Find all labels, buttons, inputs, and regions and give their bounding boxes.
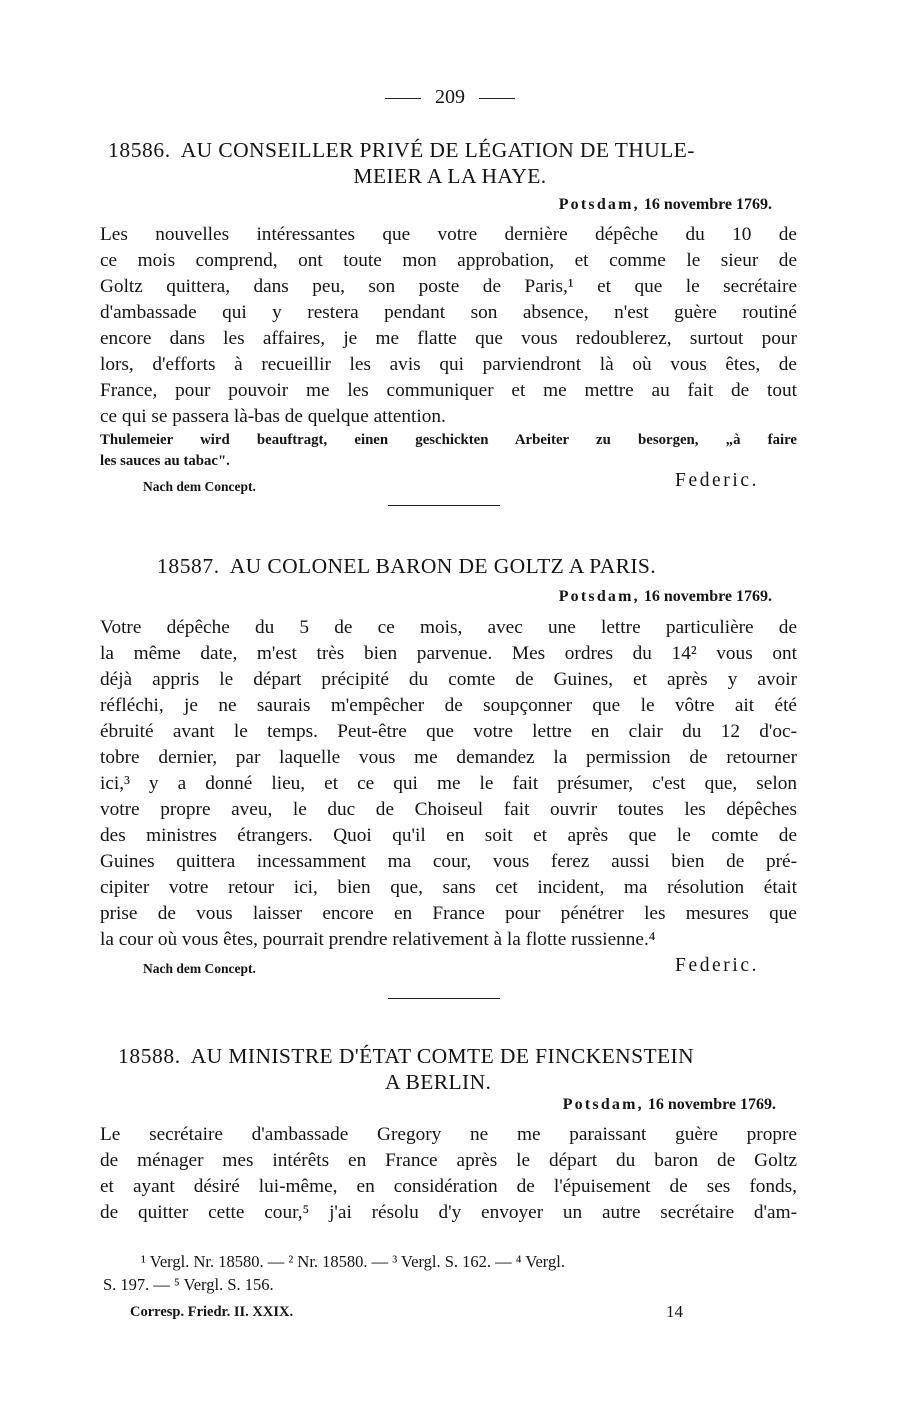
letter-heading bbox=[108, 138, 695, 163]
body-line: ébruité avant le temps. Peut-être que votre lettre en clair du 12 d'oc- bbox=[100, 721, 797, 742]
body-line: d'ambassade qui y restera pendant son absence, n'est guère routiné bbox=[100, 302, 797, 323]
date-text: 16 novembre 1769. bbox=[647, 1096, 776, 1113]
body-line: Votre dépêche du 5 de ce mois, avec une lettre particulière de bbox=[100, 617, 797, 638]
footer-sheet-number: 14 bbox=[666, 1302, 683, 1321]
letter-heading-line: AU COLONEL BARON DE GOLTZ A PARIS. bbox=[229, 554, 657, 578]
date-place: Potsdam, bbox=[562, 1096, 644, 1113]
body-line: ce mois comprend, ont toute mon approbation, et comme le sieur de bbox=[100, 250, 797, 271]
body-line: des ministres étrangers. Quoi qu'il en soit et après que le comte de bbox=[100, 825, 797, 846]
body-line: tobre dernier, par laquelle vous me demandez la permission de retourner bbox=[100, 747, 797, 768]
letter-heading bbox=[118, 1044, 694, 1069]
letter-heading-line: AU MINISTRE D'ÉTAT COMTE DE FINCKENSTEIN bbox=[190, 1044, 695, 1068]
letter-number: 18586. bbox=[108, 138, 171, 162]
editorial-note bbox=[100, 430, 797, 472]
section-divider bbox=[388, 505, 500, 506]
body-line: de ménager mes intérêts en France après le départ du baron de Goltz bbox=[100, 1150, 797, 1171]
body-line: Guines quittera incessamment ma cour, vous ferez aussi bien de pré- bbox=[100, 851, 797, 872]
body-line: prise de vous laisser encore en France pour pénétrer les mesures que bbox=[100, 903, 797, 924]
dateline bbox=[559, 588, 772, 606]
date-place: Potsdam, bbox=[558, 588, 640, 605]
body-line: Le secrétaire d'ambassade Gregory ne me paraissant guère propre bbox=[100, 1124, 797, 1145]
rule-left bbox=[385, 98, 421, 99]
source-note: Nach dem Concept. bbox=[143, 479, 256, 494]
page-number-text: 209 bbox=[435, 86, 465, 108]
footnote-line: ¹ Vergl. Nr. 18580. — ² Nr. 18580. — ³ Vergl. S. 162. — ⁴ Vergl. bbox=[141, 1252, 565, 1271]
page-number bbox=[0, 86, 900, 109]
dateline bbox=[559, 196, 772, 214]
letter-number: 18587. bbox=[157, 554, 220, 578]
body-line: et ayant désiré lui-même, en considération de l'épuisement de ses fonds, bbox=[100, 1176, 797, 1197]
body-line: de quitter cette cour,⁵ j'ai résolu d'y envoyer un autre secrétaire d'am- bbox=[100, 1202, 797, 1223]
rule-right bbox=[479, 98, 515, 99]
section-divider bbox=[388, 998, 500, 999]
signature: Federic. bbox=[675, 470, 760, 491]
footnotes bbox=[103, 1250, 800, 1296]
body-line: déjà appris le départ précipité du comte de Guines, et après y avoir bbox=[100, 669, 797, 690]
letter-number: 18588. bbox=[118, 1044, 181, 1068]
letter-body bbox=[100, 1122, 797, 1226]
body-line: ici,³ y a donné lieu, et ce qui me le fait présumer, c'est que, selon bbox=[100, 773, 797, 794]
note-line: les sauces au tabac". bbox=[100, 453, 230, 469]
footnote-line: S. 197. — ⁵ Vergl. S. 156. bbox=[103, 1275, 274, 1294]
body-line: la cour où vous êtes, pourrait prendre relativement à la flotte russienne.⁴ bbox=[100, 929, 656, 950]
letter-heading-continued: MEIER A LA HAYE. bbox=[353, 164, 547, 188]
letter-body bbox=[100, 222, 797, 430]
body-line: encore dans les affaires, je me flatte que vous redoublerez, surtout pour bbox=[100, 328, 797, 349]
letter-heading bbox=[157, 554, 656, 579]
footer-signature-mark bbox=[130, 1304, 293, 1321]
body-line: cipiter votre retour ici, bien que, sans cet incident, ma résolution était bbox=[100, 877, 797, 898]
letter-heading-line: AU CONSEILLER PRIVÉ DE LÉGATION DE THULE- bbox=[180, 138, 695, 162]
letter-heading-continued: A BERLIN. bbox=[385, 1070, 492, 1094]
body-line: lors, d'efforts à recueillir les avis qui parviendront là où vous êtes, de bbox=[100, 354, 797, 375]
signature: Federic. bbox=[675, 955, 760, 976]
date-place: Potsdam, bbox=[558, 196, 640, 213]
body-line: réfléchi, je ne saurais m'empêcher de soupçonner que le vôtre ait été bbox=[100, 695, 797, 716]
date-text: 16 novembre 1769. bbox=[643, 588, 772, 605]
body-line: la même date, m'est très bien parvenue. Mes ordres du 14² vous ont bbox=[100, 643, 797, 664]
body-line: votre propre aveu, le duc de Choiseul fait ouvrir toutes les dépêches bbox=[100, 799, 797, 820]
note-line: Thulemeier wird beauftragt, einen geschickten Arbeiter zu besorgen, „à faire bbox=[100, 432, 797, 448]
body-line: France, pour pouvoir me les communiquer et me mettre au fait de tout bbox=[100, 380, 797, 401]
body-line: ce qui se passera là-bas de quelque attention. bbox=[100, 406, 446, 427]
footer-text: Corresp. Friedr. II. XXIX. bbox=[130, 1304, 294, 1320]
body-line: Les nouvelles intéressantes que votre dernière dépêche du 10 de bbox=[100, 224, 797, 245]
dateline bbox=[563, 1096, 776, 1114]
letter-body bbox=[100, 615, 797, 953]
date-text: 16 novembre 1769. bbox=[643, 196, 772, 213]
source-note: Nach dem Concept. bbox=[143, 961, 256, 976]
body-line: Goltz quittera, dans peu, son poste de Paris,¹ et que le secrétaire bbox=[100, 276, 797, 297]
